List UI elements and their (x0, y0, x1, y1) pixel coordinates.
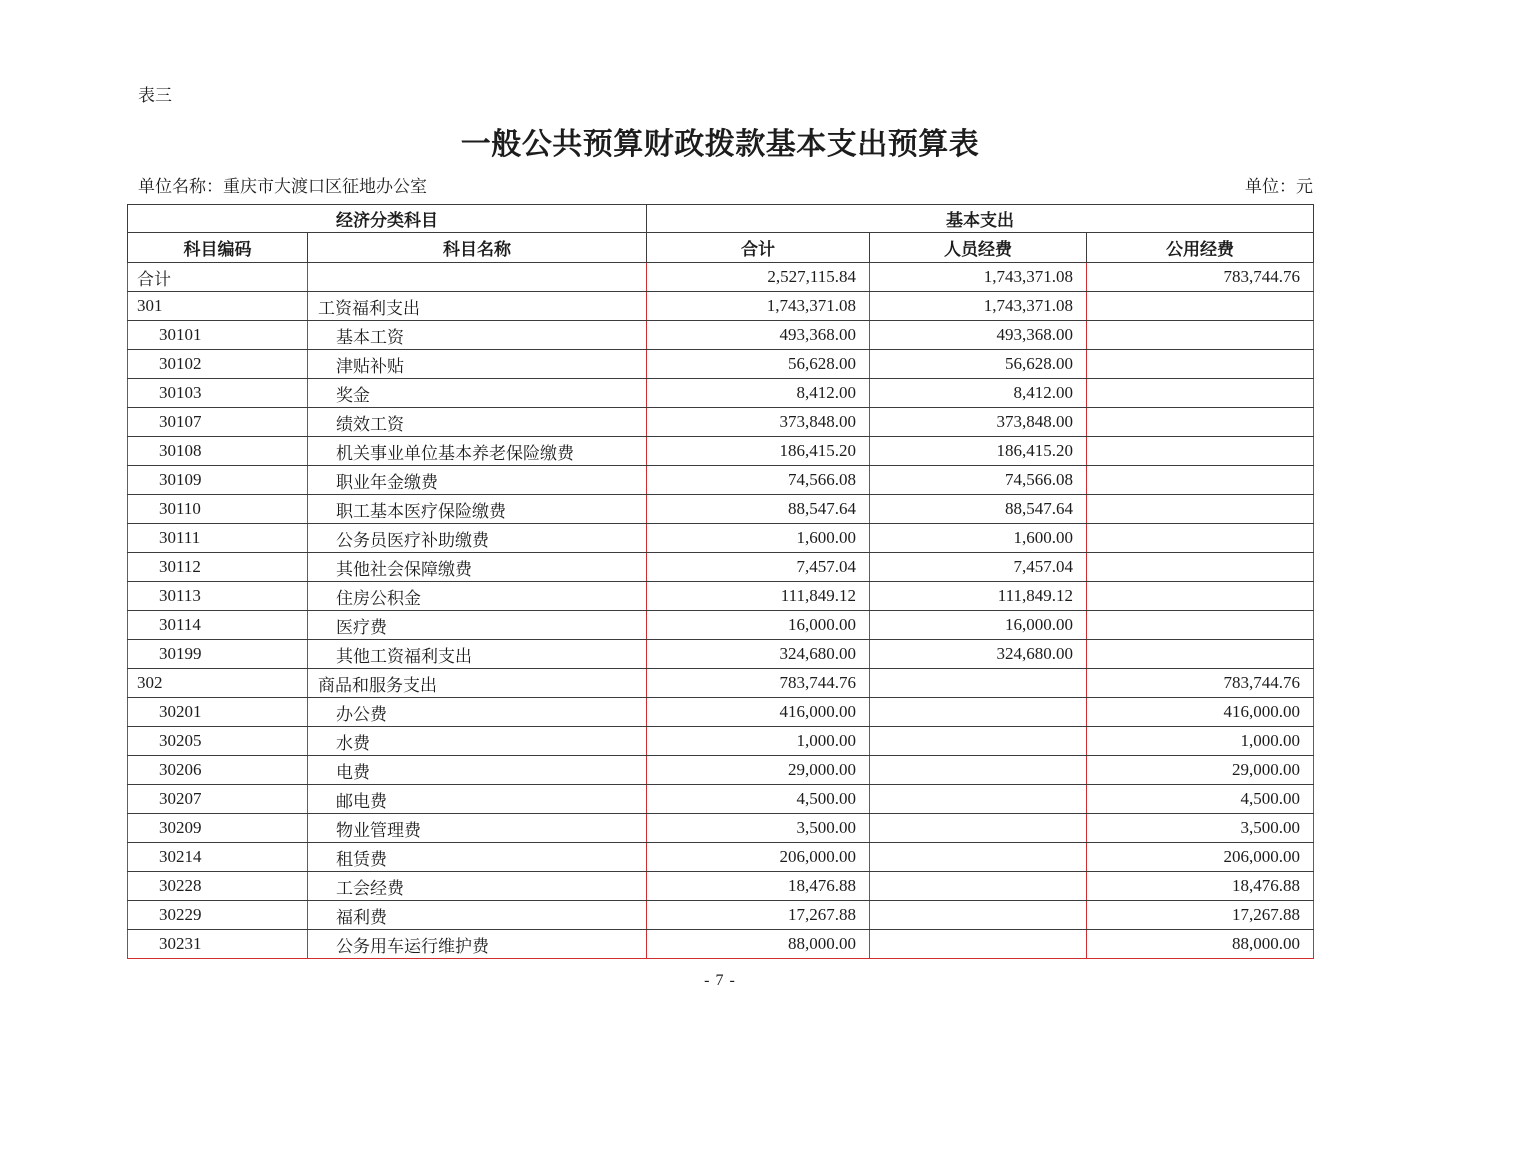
table-row (128, 872, 1314, 901)
cell-subject-name: 住房公积金 (308, 582, 647, 611)
cell-subject-code: 30205 (128, 727, 308, 756)
table-row (128, 263, 1314, 292)
cell-subject-name: 工会经费 (308, 872, 647, 901)
table-row (128, 640, 1314, 669)
cell-total: 783,744.76 (647, 669, 870, 698)
cell-personnel-funds: 7,457.04 (870, 553, 1087, 582)
cell-personnel-funds (870, 698, 1087, 727)
cell-subject-name: 基本工资 (308, 321, 647, 350)
page-number: - 7 - (704, 972, 736, 989)
cell-subject-name: 绩效工资 (308, 408, 647, 437)
cell-subject-code: 30229 (128, 901, 308, 930)
cell-total: 324,680.00 (647, 640, 870, 669)
cell-subject-code: 30113 (128, 582, 308, 611)
cell-personnel-funds: 1,743,371.08 (870, 292, 1087, 321)
cell-personnel-funds (870, 814, 1087, 843)
cell-subject-code: 30207 (128, 785, 308, 814)
cell-total: 16,000.00 (647, 611, 870, 640)
cell-public-funds: 4,500.00 (1087, 785, 1314, 814)
cell-total: 493,368.00 (647, 321, 870, 350)
cell-subject-name: 机关事业单位基本养老保险缴费 (308, 437, 647, 466)
cell-public-funds (1087, 495, 1314, 524)
cell-total: 29,000.00 (647, 756, 870, 785)
cell-public-funds (1087, 292, 1314, 321)
cell-public-funds (1087, 640, 1314, 669)
table-body (128, 263, 1314, 959)
table-row (128, 292, 1314, 321)
cell-public-funds: 29,000.00 (1087, 756, 1314, 785)
cell-subject-code: 30112 (128, 553, 308, 582)
table-row (128, 843, 1314, 872)
cell-subject-code: 30231 (128, 930, 308, 959)
table-row (128, 495, 1314, 524)
col-header-subject-code: 科目编码 (128, 233, 308, 263)
cell-subject-code: 302 (128, 669, 308, 698)
cell-total: 3,500.00 (647, 814, 870, 843)
cell-public-funds: 783,744.76 (1087, 669, 1314, 698)
cell-public-funds (1087, 350, 1314, 379)
cell-subject-code: 30228 (128, 872, 308, 901)
cell-subject-name: 租赁费 (308, 843, 647, 872)
table-row (128, 408, 1314, 437)
cell-public-funds: 17,267.88 (1087, 901, 1314, 930)
cell-public-funds (1087, 611, 1314, 640)
cell-personnel-funds: 88,547.64 (870, 495, 1087, 524)
cell-personnel-funds (870, 669, 1087, 698)
cell-total: 56,628.00 (647, 350, 870, 379)
cell-personnel-funds (870, 756, 1087, 785)
cell-public-funds (1087, 582, 1314, 611)
cell-subject-name: 奖金 (308, 379, 647, 408)
cell-subject-code: 合计 (128, 263, 308, 292)
table-row (128, 582, 1314, 611)
cell-personnel-funds: 16,000.00 (870, 611, 1087, 640)
cell-subject-name: 办公费 (308, 698, 647, 727)
cell-personnel-funds: 74,566.08 (870, 466, 1087, 495)
cell-personnel-funds: 493,368.00 (870, 321, 1087, 350)
cell-total: 17,267.88 (647, 901, 870, 930)
table-row (128, 698, 1314, 727)
cell-subject-name: 津贴补贴 (308, 350, 647, 379)
cell-total: 186,415.20 (647, 437, 870, 466)
budget-document-page (0, 86, 1520, 1160)
unit-name-text: 单位名称：重庆市大渡口区征地办公室 (138, 177, 427, 196)
page-title: 一般公共预算财政拨款基本支出预算表 (460, 128, 980, 161)
table-number-label: 表三 (138, 86, 172, 105)
budget-table (127, 204, 1314, 959)
cell-personnel-funds: 186,415.20 (870, 437, 1087, 466)
cell-personnel-funds: 324,680.00 (870, 640, 1087, 669)
cell-subject-code: 30199 (128, 640, 308, 669)
table-row (128, 321, 1314, 350)
table-row (128, 437, 1314, 466)
cell-public-funds: 18,476.88 (1087, 872, 1314, 901)
cell-personnel-funds (870, 785, 1087, 814)
table-row (128, 727, 1314, 756)
cell-subject-code: 30103 (128, 379, 308, 408)
table-row (128, 524, 1314, 553)
cell-total: 4,500.00 (647, 785, 870, 814)
cell-subject-code: 30209 (128, 814, 308, 843)
cell-public-funds: 88,000.00 (1087, 930, 1314, 959)
cell-personnel-funds (870, 872, 1087, 901)
cell-subject-code: 30214 (128, 843, 308, 872)
cell-subject-code: 30110 (128, 495, 308, 524)
cell-personnel-funds: 111,849.12 (870, 582, 1087, 611)
cell-personnel-funds: 8,412.00 (870, 379, 1087, 408)
header-economic-classification: 经济分类科目 (128, 205, 647, 233)
cell-personnel-funds (870, 901, 1087, 930)
cell-public-funds: 3,500.00 (1087, 814, 1314, 843)
cell-subject-name: 其他工资福利支出 (308, 640, 647, 669)
cell-subject-name: 福利费 (308, 901, 647, 930)
cell-public-funds: 783,744.76 (1087, 263, 1314, 292)
header-columns-row (128, 233, 1314, 263)
cell-subject-code: 30206 (128, 756, 308, 785)
cell-subject-code: 30108 (128, 437, 308, 466)
cell-total: 88,547.64 (647, 495, 870, 524)
cell-subject-name: 公务用车运行维护费 (308, 930, 647, 959)
cell-total: 416,000.00 (647, 698, 870, 727)
cell-subject-code: 30114 (128, 611, 308, 640)
table-header (128, 205, 1314, 263)
cell-public-funds (1087, 437, 1314, 466)
table-row (128, 379, 1314, 408)
cell-personnel-funds: 56,628.00 (870, 350, 1087, 379)
table-row (128, 901, 1314, 930)
cell-subject-name: 邮电费 (308, 785, 647, 814)
cell-subject-name: 电费 (308, 756, 647, 785)
cell-subject-code: 301 (128, 292, 308, 321)
cell-subject-name: 职工基本医疗保险缴费 (308, 495, 647, 524)
cell-total: 18,476.88 (647, 872, 870, 901)
info-row (127, 176, 1313, 198)
cell-public-funds: 206,000.00 (1087, 843, 1314, 872)
cell-total: 7,457.04 (647, 553, 870, 582)
cell-subject-code: 30109 (128, 466, 308, 495)
cell-total: 2,527,115.84 (647, 263, 870, 292)
table-row (128, 785, 1314, 814)
cell-total: 74,566.08 (647, 466, 870, 495)
table-row (128, 350, 1314, 379)
cell-public-funds (1087, 408, 1314, 437)
cell-subject-name: 水费 (308, 727, 647, 756)
cell-subject-code: 30107 (128, 408, 308, 437)
table-row (128, 756, 1314, 785)
cell-total: 206,000.00 (647, 843, 870, 872)
cell-personnel-funds (870, 843, 1087, 872)
cell-public-funds (1087, 321, 1314, 350)
cell-total: 1,600.00 (647, 524, 870, 553)
header-group-row (128, 205, 1314, 233)
cell-public-funds: 416,000.00 (1087, 698, 1314, 727)
cell-total: 111,849.12 (647, 582, 870, 611)
cell-subject-name: 公务员医疗补助缴费 (308, 524, 647, 553)
cell-subject-name: 工资福利支出 (308, 292, 647, 321)
cell-personnel-funds: 1,600.00 (870, 524, 1087, 553)
cell-subject-name: 其他社会保障缴费 (308, 553, 647, 582)
table-row (128, 553, 1314, 582)
cell-public-funds: 1,000.00 (1087, 727, 1314, 756)
currency-unit-text: 单位：元 (1245, 177, 1313, 196)
col-header-public-funds: 公用经费 (1087, 233, 1314, 263)
table-row (128, 930, 1314, 959)
cell-personnel-funds (870, 727, 1087, 756)
table-row (128, 611, 1314, 640)
table-row (128, 466, 1314, 495)
cell-total: 88,000.00 (647, 930, 870, 959)
cell-public-funds (1087, 466, 1314, 495)
cell-subject-name: 商品和服务支出 (308, 669, 647, 698)
cell-subject-code: 30201 (128, 698, 308, 727)
cell-subject-code: 30102 (128, 350, 308, 379)
cell-personnel-funds: 1,743,371.08 (870, 263, 1087, 292)
table-row (128, 669, 1314, 698)
document-content (127, 86, 1313, 991)
col-header-personnel-funds: 人员经费 (870, 233, 1087, 263)
cell-public-funds (1087, 524, 1314, 553)
cell-total: 1,743,371.08 (647, 292, 870, 321)
col-header-subject-name: 科目名称 (308, 233, 647, 263)
cell-subject-name: 医疗费 (308, 611, 647, 640)
cell-subject-name (308, 263, 647, 292)
col-header-total: 合计 (647, 233, 870, 263)
cell-subject-code: 30101 (128, 321, 308, 350)
cell-subject-name: 职业年金缴费 (308, 466, 647, 495)
cell-public-funds (1087, 553, 1314, 582)
cell-public-funds (1087, 379, 1314, 408)
cell-personnel-funds (870, 930, 1087, 959)
cell-total: 1,000.00 (647, 727, 870, 756)
cell-personnel-funds: 373,848.00 (870, 408, 1087, 437)
table-row (128, 814, 1314, 843)
cell-subject-code: 30111 (128, 524, 308, 553)
header-basic-expenditure: 基本支出 (647, 205, 1314, 233)
cell-subject-name: 物业管理费 (308, 814, 647, 843)
cell-total: 8,412.00 (647, 379, 870, 408)
cell-total: 373,848.00 (647, 408, 870, 437)
